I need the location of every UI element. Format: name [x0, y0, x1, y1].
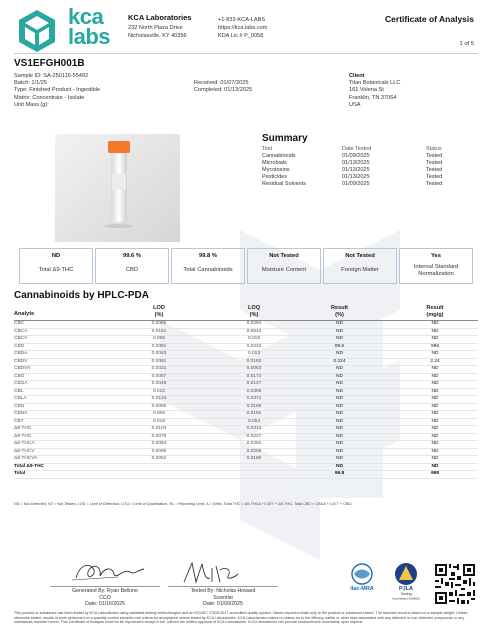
table-row	[14, 419, 478, 427]
col-result2-label: Result	[426, 305, 444, 311]
signature-right	[180, 560, 240, 586]
analyte: CBGA	[14, 381, 28, 386]
summary-date: 01/13/2025	[342, 167, 370, 173]
summary-title: Summary	[262, 133, 308, 144]
analyte: CBN	[14, 403, 25, 409]
box-label: CBD	[125, 267, 139, 273]
result-mg: ND	[431, 336, 439, 341]
table-row	[14, 396, 478, 404]
summary-status: Tested	[426, 160, 443, 166]
analyte: CBCV	[14, 336, 28, 341]
col-result2-unit: (mg/g)	[426, 312, 444, 318]
result-mg: 998	[430, 471, 439, 476]
client-heading: Client	[349, 73, 365, 79]
table-row	[14, 441, 478, 449]
hplc-title: Cannabinoids by HPLC-PDA	[14, 290, 150, 301]
col-result-mg	[408, 305, 462, 319]
analyte: Total	[14, 471, 26, 476]
lab-phone: +1-833-KCA-LABS	[218, 17, 266, 23]
ilac-mra-badge	[344, 562, 380, 592]
summary-header-row	[262, 146, 442, 153]
result-pct: ND	[336, 448, 343, 454]
table-row	[14, 359, 478, 367]
table-row	[14, 456, 478, 464]
lod: 0.0021	[151, 366, 167, 371]
summary-col-date: Date Tested	[342, 146, 372, 152]
logo-text-kca: kca	[68, 4, 104, 29]
sample-unit-mass: Unit Mass (g):	[14, 101, 49, 108]
summary-status: Tested	[426, 174, 443, 180]
summary-col-status: Status	[426, 146, 442, 152]
lod: 0.0085	[151, 321, 167, 326]
tested-by: Tested By: Nicholas Howard	[190, 588, 256, 594]
result-pct: ND	[336, 381, 343, 386]
result-mg: ND	[431, 381, 439, 386]
summary-col-test: Test	[262, 146, 273, 152]
result-boxes	[19, 248, 473, 284]
sample-id: Sample ID: SA-250116-55492	[14, 73, 89, 79]
result-mg: ND	[431, 433, 439, 439]
box-label: Total Cannabinoids	[183, 267, 233, 273]
box-cbd	[95, 248, 169, 284]
disclaimer: This product or substance has been tested by KCA Laboratories using validated testing methodologies and an ISO/IEC 17025:2017 accredited quality system. Values reported relate only to the product or substance tested. The reported result is based on a sample weight. Unless otherwise stated, results of tests performed on a quantity control samples met criteria for acceptance unless stated by KCA Laboratories. KCA Laboratories makes no claims as to the efficacy, safety or other risks associated with any detected or non-detected compounds or any substances reported herein. This Certificate of Analysis shall not be reproduced except in full, without the written approval of KCA Laboratories. KCA Laboratories can provide measurement uncertainty upon request.	[14, 611, 468, 625]
result-mg: ND	[431, 396, 439, 401]
col-result-label: Result	[330, 305, 349, 311]
result-mg: ND	[431, 411, 439, 416]
table-row	[14, 329, 478, 337]
result-mg: ND	[431, 403, 439, 409]
loq: 0.0371	[246, 396, 262, 401]
result-mg: ND	[431, 426, 439, 431]
sample-type: Type: Finished Product - Ingestible	[14, 87, 101, 94]
generated-title: CCO	[99, 594, 111, 601]
lab-name: KCA Laboratories	[128, 13, 192, 22]
analyte: CBT	[14, 418, 24, 424]
result-pct: ND	[336, 336, 343, 341]
result-pct: 0.224	[333, 358, 346, 364]
sample-info	[14, 73, 100, 109]
col-loq-label: LOQ	[247, 305, 261, 311]
lod: 0.006	[152, 411, 165, 416]
client-country: USA	[349, 101, 361, 108]
loq: 0.0186	[246, 456, 262, 461]
table-row	[14, 411, 478, 419]
summary-status: Tested	[426, 167, 443, 173]
document-title: Certificate of Analysis	[385, 14, 474, 24]
box-label: Internal Standard Normalization	[413, 264, 459, 277]
lab-license: KDA Lic.# P_0058	[218, 33, 264, 39]
loq: 0.0169	[246, 403, 262, 409]
table-row	[14, 389, 478, 397]
kca-logo-mark	[14, 8, 60, 54]
analyte: CBLA	[14, 396, 27, 401]
result-pct: ND	[336, 433, 343, 439]
summary-status: Tested	[426, 153, 443, 159]
lod: 0.018	[152, 418, 165, 424]
summary-test: Microbials	[262, 160, 287, 166]
box-value: Not Tested	[269, 253, 299, 259]
summary-row	[262, 167, 442, 174]
table-row	[14, 336, 478, 344]
table-row	[14, 351, 478, 359]
summary-date: 01/09/2025	[342, 181, 370, 187]
table-row	[14, 374, 478, 382]
box-label: Total Δ9-THC	[38, 267, 74, 273]
lod: 0.0104	[151, 426, 167, 431]
logo-text-labs: labs	[68, 24, 111, 49]
col-lod-unit: (%)	[154, 312, 164, 318]
col-lod	[134, 305, 184, 319]
signature-block-left	[40, 588, 170, 608]
box-moisture	[247, 248, 321, 284]
loq: 0.0312	[246, 426, 262, 431]
result-pct: ND	[336, 441, 343, 446]
col-loq	[224, 305, 284, 319]
result-pct: ND	[336, 463, 343, 469]
lod: 0.0069	[151, 448, 167, 454]
completed-date: Completed: 01/13/2025	[194, 87, 253, 94]
result-mg: 2.24	[430, 358, 440, 364]
loq: 0.0227	[246, 433, 262, 439]
result-mg: ND	[431, 321, 439, 326]
lod: 0.012	[152, 388, 165, 394]
summary-date: 01/09/2025	[342, 153, 370, 159]
analyte: Δ8-THC	[14, 426, 32, 431]
analyte: CBDV	[14, 358, 28, 364]
tested-title: Scientist	[213, 594, 233, 601]
analyte: Δ9-THCA	[14, 441, 35, 446]
col-result-unit: (%)	[335, 312, 344, 318]
signature-line-left	[50, 586, 160, 587]
result-pct: ND	[336, 328, 343, 334]
lod: 0.0056	[151, 403, 167, 409]
summary-test: Mycotoxins	[262, 167, 290, 173]
result-mg: 996	[430, 343, 439, 349]
summary-row	[262, 174, 442, 181]
client-info	[349, 73, 400, 109]
lod: 0.0061	[151, 358, 167, 364]
tested-date: Date: 01/09/2025	[203, 601, 243, 608]
analyte: Δ9-THCV	[14, 448, 35, 454]
box-value: 99.8 %	[198, 253, 218, 259]
analyte: CBC	[14, 321, 25, 326]
total-thc-row	[14, 464, 478, 472]
generated-by: Generated By: Ryan Bellone	[72, 588, 138, 594]
loq: 0.0359	[246, 388, 262, 394]
result-mg: ND	[431, 463, 439, 469]
analyte: Total Δ9-THC	[14, 463, 45, 469]
ilac-text: ilac-MRA	[350, 586, 374, 592]
box-total-thc	[19, 248, 93, 284]
result-pct: ND	[336, 456, 343, 461]
lod: 0.006	[152, 336, 165, 341]
summary-test: Residual Solvents	[262, 181, 307, 187]
box-value: 99.6 %	[122, 253, 142, 259]
loq: 0.0063	[246, 366, 262, 371]
result-pct: ND	[336, 366, 343, 371]
summary-test: Cannabinoids	[262, 153, 296, 159]
loq: 0.0242	[246, 343, 262, 349]
result-pct: ND	[336, 351, 343, 356]
pjla-sub: Testing	[400, 592, 412, 596]
loq: 0.054	[247, 418, 260, 424]
analyte: Δ9-THCVA	[14, 456, 38, 461]
loq: 0.0252	[246, 441, 262, 446]
result-mg: ND	[431, 388, 439, 394]
pjla-accreditation: Accreditation #108651	[392, 596, 420, 600]
lab-address-2: Nicholasville, KY 40356	[128, 33, 187, 39]
summary-row	[262, 181, 442, 188]
analyte: CBCA	[14, 328, 28, 334]
box-foreign-matter	[323, 248, 397, 284]
result-mg: ND	[431, 441, 439, 446]
box-value: Not Tested	[345, 253, 375, 259]
summary-row	[262, 160, 442, 167]
received-date: Received: 01/07/2025	[194, 80, 249, 86]
lab-address-1: 232 North Plaza Drive	[128, 25, 183, 31]
result-pct: ND	[336, 411, 343, 416]
result-mg: ND	[431, 366, 439, 371]
result-mg: ND	[431, 456, 439, 461]
dates-info	[194, 80, 252, 94]
analyte: CBG	[14, 373, 25, 379]
box-value: Yes	[431, 253, 441, 259]
table-row	[14, 321, 478, 329]
loq: 0.0543	[246, 328, 262, 334]
qr-code[interactable]	[433, 562, 477, 606]
box-label: Foreign Matter	[341, 267, 379, 273]
loq: 0.0284	[246, 321, 262, 326]
summary-date: 01/13/2025	[342, 160, 370, 166]
summary-table	[262, 146, 442, 188]
loq: 0.0181	[246, 411, 262, 416]
result-mg: ND	[431, 351, 439, 356]
result-mg: ND	[431, 328, 439, 334]
header-divider	[14, 53, 478, 54]
result-mg: ND	[431, 418, 439, 424]
pjla-text: PJLA	[398, 586, 414, 592]
lod: 0.0043	[151, 351, 167, 356]
loq: 0.0147	[246, 381, 262, 386]
lod: 0.0076	[151, 433, 167, 439]
result-pct: ND	[336, 373, 343, 379]
result-pct: ND	[336, 403, 343, 409]
table-row	[14, 426, 478, 434]
lod: 0.0049	[151, 381, 167, 386]
col-result-pct	[296, 305, 383, 319]
result-mg: ND	[431, 373, 439, 379]
loq: 0.0172	[246, 373, 262, 379]
sample-matrix: Matrix: Concentrate - Isolate	[14, 94, 85, 101]
result-pct: ND	[336, 396, 343, 401]
analyte: CBDA	[14, 351, 28, 356]
analyte: CBL	[14, 388, 24, 394]
table-row	[14, 366, 478, 374]
lod: 0.0124	[151, 396, 167, 401]
table-row	[14, 404, 478, 412]
product-photo	[55, 134, 180, 242]
col-loq-unit: (%)	[249, 312, 259, 318]
loq: 0.0206	[246, 448, 262, 454]
lod: 0.0181	[151, 328, 167, 334]
analyte: CBD	[14, 343, 25, 349]
analyte: CBNA	[14, 411, 28, 416]
signature-block-right	[158, 588, 288, 608]
result-pct: ND	[336, 418, 343, 424]
client-city: Franklin, TN 37064	[349, 94, 397, 101]
client-street: 161 Volena St	[349, 87, 384, 94]
analyte: Δ9-THC	[14, 433, 32, 439]
table-row	[14, 449, 478, 457]
result-pct: ND	[336, 321, 343, 326]
result-pct: ND	[336, 426, 343, 431]
table-row	[14, 344, 478, 352]
col-analyte: Analyte	[14, 311, 35, 317]
total-row	[14, 471, 478, 479]
box-value: ND	[51, 253, 61, 259]
result-pct: ND	[336, 388, 343, 394]
generated-date: Date: 01/16/2025	[85, 601, 125, 608]
lod: 0.0084	[151, 441, 167, 446]
hplc-table-body	[14, 321, 478, 479]
sample-code: VS1EFGH001B	[14, 58, 85, 69]
sample-batch: Batch: 1/1/25	[14, 80, 47, 87]
lab-website[interactable]: https://kca.labs.com	[218, 25, 268, 31]
summary-row	[262, 153, 442, 160]
loq: 0.018	[247, 336, 260, 341]
page-number: 1 of 5	[459, 41, 474, 47]
footnote: ND = Not Detected, NT = Not Tested, LOD = Limit of Detection, LOQ = Limit of Quantitation, RL = Reporting Limit, Δ = Delta, Total THC = Δ9-THCA * 0.877 + Δ9-THC; Total CBD = CBDA * 0.877 + CBD;	[14, 502, 353, 506]
analyte: CBDVA	[14, 366, 31, 371]
loq: 0.013	[247, 351, 260, 356]
lod: 0.0062	[151, 456, 167, 461]
box-total-cannabinoids	[171, 248, 245, 284]
lod: 0.0057	[151, 373, 167, 379]
result-pct: 99.8	[334, 471, 345, 476]
box-label: Moisture Content	[261, 267, 307, 273]
summary-test: Pesticides	[262, 174, 288, 180]
col-lod-label: LOD	[153, 305, 165, 311]
pjla-badge	[384, 560, 428, 600]
result-mg: ND	[431, 448, 439, 454]
signature-line-right	[168, 586, 278, 587]
table-row	[14, 381, 478, 389]
signature-left	[68, 560, 148, 586]
lod: 0.0081	[151, 343, 167, 349]
summary-status: Tested	[426, 181, 443, 187]
client-name: Titan Botanicals LLC	[349, 80, 401, 87]
result-pct: 99.6	[334, 343, 345, 349]
table-row	[14, 434, 478, 442]
summary-date: 01/13/2025	[342, 174, 370, 180]
box-internal-standard	[399, 248, 473, 284]
loq: 0.0182	[246, 358, 262, 364]
